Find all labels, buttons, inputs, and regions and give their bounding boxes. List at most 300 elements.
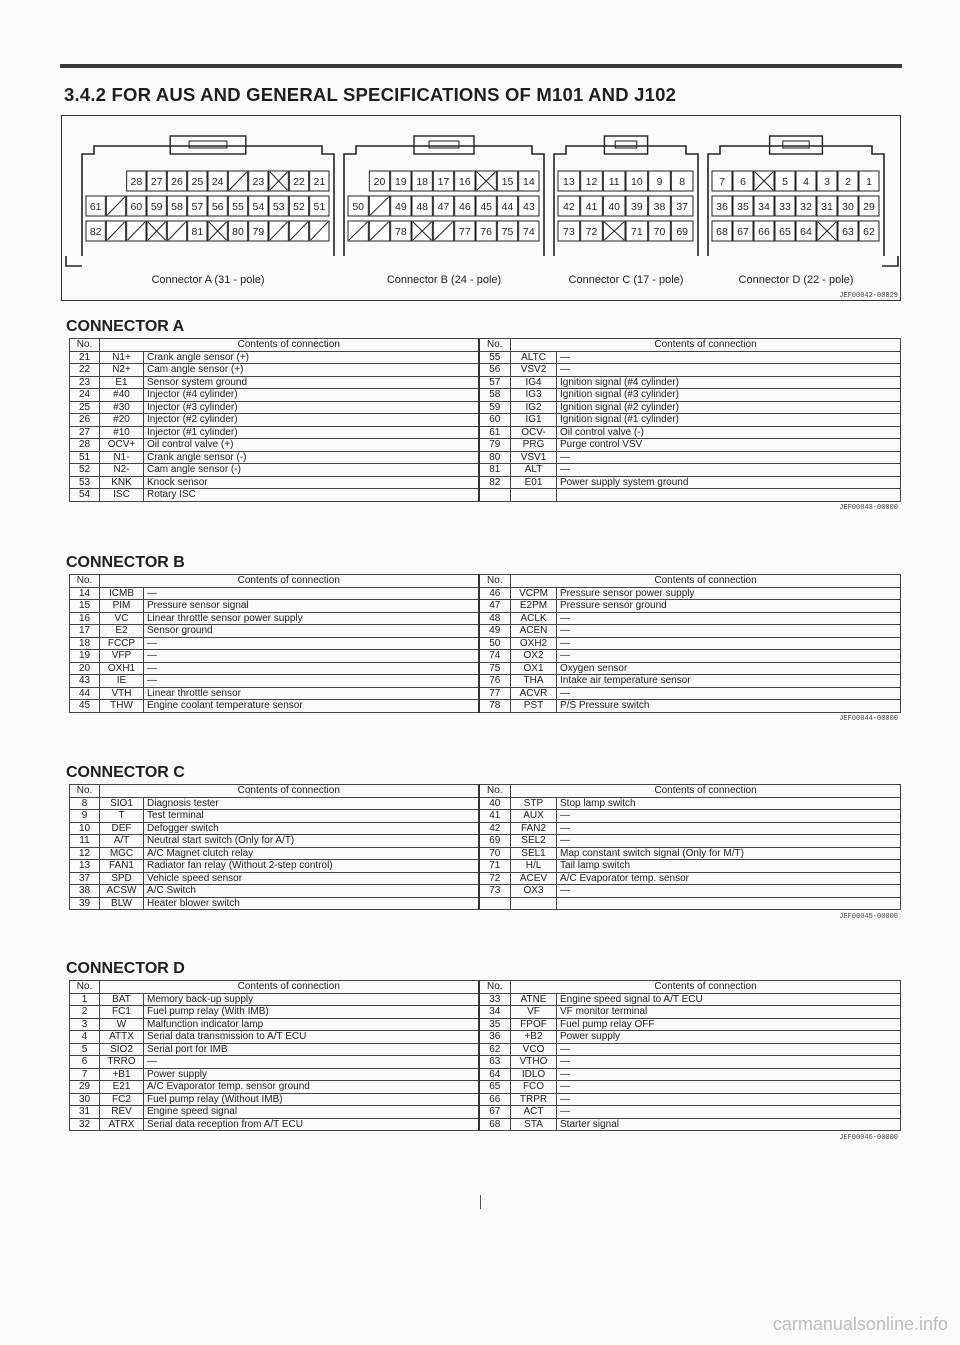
connection-contents: Injector (#4 cylinder): [144, 389, 479, 402]
connection-contents: Linear throttle sensor power supply: [144, 612, 479, 625]
connection-contents: A/C Evaporator temp. sensor ground: [144, 1081, 479, 1094]
corner-mark: [882, 256, 898, 266]
signal-name: E01: [511, 476, 557, 489]
pin-table: [69, 338, 901, 502]
signal-name: THA: [511, 675, 557, 688]
signal-name: OXH1: [100, 662, 144, 675]
signal-name: IG2: [511, 401, 557, 414]
no-header: No.: [70, 339, 100, 352]
pin-number: 54: [70, 489, 100, 502]
signal-name: ALTC: [511, 351, 557, 364]
signal-name: ACSW: [100, 885, 144, 898]
connection-contents: Pressure sensor signal: [144, 600, 479, 613]
pin-number: 70: [653, 226, 666, 238]
pin-number: 69: [676, 226, 689, 238]
signal-name: BLW: [100, 897, 144, 910]
connection-contents: Injector (#3 cylinder): [144, 401, 479, 414]
pin-number: 66: [479, 1093, 511, 1106]
connector-diagram: [61, 115, 901, 301]
connection-contents: Neutral start switch (Only for A/T): [144, 835, 479, 848]
pin-number: 46: [479, 587, 511, 600]
latch-tab: [604, 136, 647, 154]
pin-number: 4: [70, 1031, 100, 1044]
connection-contents: —: [557, 637, 901, 650]
latch-tab: [170, 136, 246, 154]
table-row: [70, 860, 901, 873]
pin-number: 41: [479, 810, 511, 823]
pin-number: 68: [479, 1118, 511, 1131]
pin-number: 61: [89, 201, 102, 213]
connection-contents: Sensor system ground: [144, 376, 479, 389]
table-row: [70, 414, 901, 427]
table-row: [70, 872, 901, 885]
pin-number: 32: [70, 1118, 100, 1131]
page-marker: [480, 1195, 481, 1209]
connection-contents: Oil control valve (-): [557, 426, 901, 439]
signal-name: VCO: [511, 1043, 557, 1056]
connection-contents: Cam angle sensor (+): [144, 364, 479, 377]
signal-name: TRRO: [100, 1056, 144, 1069]
signal-name: #40: [100, 389, 144, 402]
connection-contents: Oxygen sensor: [557, 662, 901, 675]
connection-contents: —: [144, 637, 479, 650]
table-row: [70, 662, 901, 675]
pin-number: 81: [479, 464, 511, 477]
pin-number: 41: [585, 201, 598, 213]
pin-number: 21: [70, 351, 100, 364]
signal-name: FAN2: [511, 822, 557, 835]
signal-name: ALT: [511, 464, 557, 477]
table-row: [70, 1031, 901, 1044]
signal-name: DEF: [100, 822, 144, 835]
connection-contents: Power supply: [557, 1031, 901, 1044]
connection-contents: Rotary ISC: [144, 489, 479, 502]
table-row: [70, 700, 901, 713]
signal-name: FCO: [511, 1081, 557, 1094]
pin-number: 24: [211, 176, 224, 188]
connection-contents: —: [557, 822, 901, 835]
pin-number: 73: [562, 226, 575, 238]
pin-number: 2: [70, 1006, 100, 1019]
table-header-row: [70, 339, 901, 352]
pin-number: 38: [653, 201, 666, 213]
pin-number: 71: [630, 226, 643, 238]
pin-number: 64: [479, 1068, 511, 1081]
pin-number: 37: [70, 872, 100, 885]
connection-contents: —: [557, 1093, 901, 1106]
pin-number: 16: [458, 176, 471, 188]
connection-contents: P/S Pressure switch: [557, 700, 901, 713]
pin-number: 1: [866, 176, 872, 188]
signal-name: +B2: [511, 1031, 557, 1044]
pin-number: 57: [191, 201, 204, 213]
signal-name: VF: [511, 1006, 557, 1019]
connector-b: [344, 136, 544, 286]
watermark: carmanualsonline.info: [772, 1314, 948, 1334]
signal-name: OCV+: [100, 439, 144, 452]
pin-number: 12: [70, 847, 100, 860]
signal-name: OX2: [511, 650, 557, 663]
signal-name: #30: [100, 401, 144, 414]
pin-number: 80: [479, 451, 511, 464]
pin-number: 63: [479, 1056, 511, 1069]
signal-name: ATNE: [511, 993, 557, 1006]
pin-number: 77: [479, 687, 511, 700]
signal-name: PST: [511, 700, 557, 713]
pin-number: 39: [630, 201, 643, 213]
latch-slot: [429, 141, 459, 148]
pin-number: 62: [863, 226, 875, 238]
pin-number: 74: [479, 650, 511, 663]
pin-number: 78: [479, 700, 511, 713]
signal-name: IG4: [511, 376, 557, 389]
signal-name: ISC: [100, 489, 144, 502]
pin-number: 36: [479, 1031, 511, 1044]
connection-contents: Test terminal: [144, 810, 479, 823]
pin-number: 20: [70, 662, 100, 675]
contents-header: Contents of connection: [511, 785, 901, 798]
pin-number: 11: [608, 176, 620, 188]
pin-number: 82: [89, 226, 102, 238]
connection-contents: —: [557, 1081, 901, 1094]
pin-number: 79: [252, 226, 265, 238]
connection-contents: —: [557, 364, 901, 377]
pin-number: 25: [191, 176, 204, 188]
pin-number: 53: [70, 476, 100, 489]
corner-mark: [66, 256, 82, 266]
pin-number: 2: [845, 176, 851, 188]
pin-number: 50: [352, 201, 365, 213]
signal-name: AUX: [511, 810, 557, 823]
connection-contents: Pressure sensor power supply: [557, 587, 901, 600]
pin-number: 30: [842, 201, 854, 213]
signal-name: BAT: [100, 993, 144, 1006]
pin-number: 82: [479, 476, 511, 489]
no-header: No.: [70, 981, 100, 994]
pin-number: 29: [70, 1081, 100, 1094]
no-header: No.: [479, 339, 511, 352]
connection-contents: Memory back-up supply: [144, 993, 479, 1006]
signal-name: E1: [100, 376, 144, 389]
pin-number: 62: [479, 1043, 511, 1056]
connection-contents: Oil control valve (+): [144, 439, 479, 452]
pin-number: 26: [70, 414, 100, 427]
table-row: [70, 389, 901, 402]
signal-name: VC: [100, 612, 144, 625]
pin-number: 4: [803, 176, 809, 188]
connector-label: Connector B (24 - pole): [386, 274, 502, 286]
pin-number: 70: [479, 847, 511, 860]
contents-header: Contents of connection: [100, 339, 479, 352]
table-row: [70, 1106, 901, 1119]
contents-header: Contents of connection: [100, 575, 479, 588]
pin-number: 48: [416, 201, 429, 213]
connector-d: [708, 136, 884, 286]
pin-number: 5: [70, 1043, 100, 1056]
pin-number: 15: [501, 176, 514, 188]
no-header: No.: [70, 575, 100, 588]
connection-contents: [557, 489, 901, 502]
signal-name: ACLK: [511, 612, 557, 625]
pin-number: 60: [130, 201, 143, 213]
signal-name: ACEV: [511, 872, 557, 885]
connection-contents: [557, 897, 901, 910]
pin-number: 20: [373, 176, 386, 188]
table-code: JEF00046-00000: [839, 1133, 898, 1142]
pin-number: 57: [479, 376, 511, 389]
connection-contents: —: [557, 612, 901, 625]
diagram-code: JEF00042-00029: [839, 292, 898, 300]
pin-number: 65: [779, 226, 791, 238]
contents-header: Contents of connection: [511, 981, 901, 994]
contents-header: Contents of connection: [100, 981, 479, 994]
signal-name: THW: [100, 700, 144, 713]
signal-name: VSV2: [511, 364, 557, 377]
pin-number: 45: [70, 700, 100, 713]
pin-number: 58: [479, 389, 511, 402]
pin-number: 18: [70, 637, 100, 650]
section-title: CONNECTOR A: [66, 318, 185, 335]
table-row: [70, 612, 901, 625]
pin-number: 3: [824, 176, 830, 188]
pin-number: 5: [782, 176, 788, 188]
connection-contents: Serial data transmission to A/T ECU: [144, 1031, 479, 1044]
connection-contents: Pressure sensor ground: [557, 600, 901, 613]
signal-name: SIO1: [100, 797, 144, 810]
pin-number: 23: [70, 376, 100, 389]
pin-number: 80: [232, 226, 244, 238]
pin-number: 6: [70, 1056, 100, 1069]
signal-name: ATTX: [100, 1031, 144, 1044]
connection-contents: —: [144, 587, 479, 600]
pin-number: 66: [758, 226, 770, 238]
connection-contents: Stop lamp switch: [557, 797, 901, 810]
signal-name: PRG: [511, 439, 557, 452]
contents-header: Contents of connection: [100, 785, 479, 798]
connection-contents: —: [557, 451, 901, 464]
pin-number: 28: [70, 439, 100, 452]
table-row: [70, 650, 901, 663]
signal-name: T: [100, 810, 144, 823]
pin-number: 48: [479, 612, 511, 625]
signal-name: SEL1: [511, 847, 557, 860]
pin-number: 61: [479, 426, 511, 439]
pin-number: 31: [821, 201, 833, 213]
latch-tab: [414, 136, 474, 154]
table-row: [70, 835, 901, 848]
pin-number: 22: [293, 176, 305, 188]
connection-contents: Fuel pump relay (Without IMB): [144, 1093, 479, 1106]
pin-number: 73: [479, 885, 511, 898]
connection-contents: Power supply system ground: [557, 476, 901, 489]
connection-contents: —: [144, 1056, 479, 1069]
pin-number: 71: [479, 860, 511, 873]
signal-name: ACT: [511, 1106, 557, 1119]
pin-number: 13: [70, 860, 100, 873]
pin-number: 17: [437, 176, 450, 188]
table-row: [70, 401, 901, 414]
pin-number: 75: [501, 226, 514, 238]
pin-number: 36: [716, 201, 728, 213]
pin-number: 60: [479, 414, 511, 427]
connection-contents: Map constant switch signal (Only for M/T): [557, 847, 901, 860]
signal-name: ACVR: [511, 687, 557, 700]
pin-number: 35: [479, 1018, 511, 1031]
signal-name: E2PM: [511, 600, 557, 613]
pin-number: 13: [562, 176, 575, 188]
pin-number: 28: [130, 176, 143, 188]
connection-contents: —: [557, 464, 901, 477]
table-row: [70, 885, 901, 898]
signal-name: PIM: [100, 600, 144, 613]
connector-label: Connector D (22 - pole): [738, 274, 854, 286]
pin-number: 18: [416, 176, 429, 188]
signal-name: SIO2: [100, 1043, 144, 1056]
pin-number: 23: [252, 176, 265, 188]
signal-name: SPD: [100, 872, 144, 885]
pin-number: 22: [70, 364, 100, 377]
pin-number: 63: [842, 226, 854, 238]
signal-name: IG3: [511, 389, 557, 402]
connection-contents: Intake air temperature sensor: [557, 675, 901, 688]
table-code: JEF00045-00000: [839, 912, 898, 921]
connection-contents: —: [144, 650, 479, 663]
table-code: JEF00044-00000: [839, 715, 898, 723]
pin-number: 15: [70, 600, 100, 613]
pin-number: 51: [313, 201, 326, 213]
connection-contents: VF monitor terminal: [557, 1006, 901, 1019]
signal-name: ICMB: [100, 587, 144, 600]
latch-slot: [615, 141, 637, 148]
page-title: 3.4.2 FOR AUS AND GENERAL SPECIFICATIONS OF M101 AND J102: [64, 84, 677, 105]
pin-number: 44: [70, 687, 100, 700]
connection-contents: —: [557, 1106, 901, 1119]
pin-number: 9: [656, 176, 663, 188]
connection-contents: —: [557, 650, 901, 663]
table-row: [70, 1068, 901, 1081]
pin-number: 19: [394, 176, 407, 188]
pin-number: 47: [437, 201, 450, 213]
signal-name: +B1: [100, 1068, 144, 1081]
signal-name: #10: [100, 426, 144, 439]
table-row: [70, 637, 901, 650]
pin-number: 52: [70, 464, 100, 477]
signal-name: STP: [511, 797, 557, 810]
connection-contents: Crank angle sensor (-): [144, 451, 479, 464]
connection-contents: Serial port for IMB: [144, 1043, 479, 1056]
signal-name: OX3: [511, 885, 557, 898]
pin-number: 79: [479, 439, 511, 452]
pin-number: 76: [480, 226, 493, 238]
pin-number: 34: [479, 1006, 511, 1019]
contents-header: Contents of connection: [511, 339, 901, 352]
pin-number: 27: [70, 426, 100, 439]
signal-name: IG1: [511, 414, 557, 427]
table-row: [70, 1056, 901, 1069]
pin-number: 3: [70, 1018, 100, 1031]
table-row: [70, 1043, 901, 1056]
signal-name: VTHO: [511, 1056, 557, 1069]
table-header-row: [70, 981, 901, 994]
pin-number: 77: [458, 226, 471, 238]
signal-name: [511, 489, 557, 502]
signal-name: FCCP: [100, 637, 144, 650]
pin-number: 78: [394, 226, 407, 238]
signal-name: E2: [100, 625, 144, 638]
pin-number: 33: [479, 993, 511, 1006]
connection-contents: Fuel pump relay OFF: [557, 1018, 901, 1031]
connection-contents: Purge control VSV: [557, 439, 901, 452]
pin-number: 27: [150, 176, 163, 188]
connection-contents: Engine coolant temperature sensor: [144, 700, 479, 713]
latch-slot: [189, 141, 227, 148]
connection-contents: —: [557, 1056, 901, 1069]
pin-number: 1: [70, 993, 100, 1006]
pin-number: 55: [479, 351, 511, 364]
signal-name: IE: [100, 675, 144, 688]
table-row: [70, 600, 901, 613]
pin-number: 55: [232, 201, 244, 213]
connection-contents: Engine speed signal: [144, 1106, 479, 1119]
pin-number: 24: [70, 389, 100, 402]
signal-name: IDLO: [511, 1068, 557, 1081]
connection-contents: —: [557, 625, 901, 638]
signal-name: VFP: [100, 650, 144, 663]
pin-number: 9: [70, 810, 100, 823]
pin-number: 30: [70, 1093, 100, 1106]
pin-number: 81: [191, 226, 204, 238]
pin-number: [479, 897, 511, 910]
connection-contents: Ignition signal (#4 cylinder): [557, 376, 901, 389]
pin-number: 21: [313, 176, 326, 188]
connection-contents: —: [144, 662, 479, 675]
connection-contents: Crank angle sensor (+): [144, 351, 479, 364]
pin-number: 49: [479, 625, 511, 638]
pin-number: 14: [70, 587, 100, 600]
connector-label: Connector A (31 - pole): [151, 274, 265, 286]
connection-contents: Malfunction indicator lamp: [144, 1018, 479, 1031]
connection-contents: A/C Switch: [144, 885, 479, 898]
table-row: [70, 439, 901, 452]
connector-a: [82, 136, 334, 286]
pin-number: 65: [479, 1081, 511, 1094]
section-title: CONNECTOR D: [66, 960, 185, 977]
pin-number: 7: [70, 1068, 100, 1081]
pin-number: 69: [479, 835, 511, 848]
pin-number: 39: [70, 897, 100, 910]
table-row: [70, 376, 901, 389]
connection-contents: —: [557, 351, 901, 364]
pin-number: 45: [480, 201, 493, 213]
pin-table: [69, 784, 901, 910]
connection-contents: Injector (#1 cylinder): [144, 426, 479, 439]
signal-name: H/L: [511, 860, 557, 873]
signal-name: [511, 897, 557, 910]
pin-number: 8: [70, 797, 100, 810]
top-rule: [60, 64, 902, 68]
table-row: [70, 993, 901, 1006]
pin-number: 46: [458, 201, 471, 213]
table-row: [70, 810, 901, 823]
signal-name: FC2: [100, 1093, 144, 1106]
table-row: [70, 1006, 901, 1019]
signal-name: VTH: [100, 687, 144, 700]
table-row: [70, 489, 901, 502]
signal-name: VSV1: [511, 451, 557, 464]
pin-number: 59: [150, 201, 163, 213]
pin-number: 59: [479, 401, 511, 414]
pin-number: 47: [479, 600, 511, 613]
